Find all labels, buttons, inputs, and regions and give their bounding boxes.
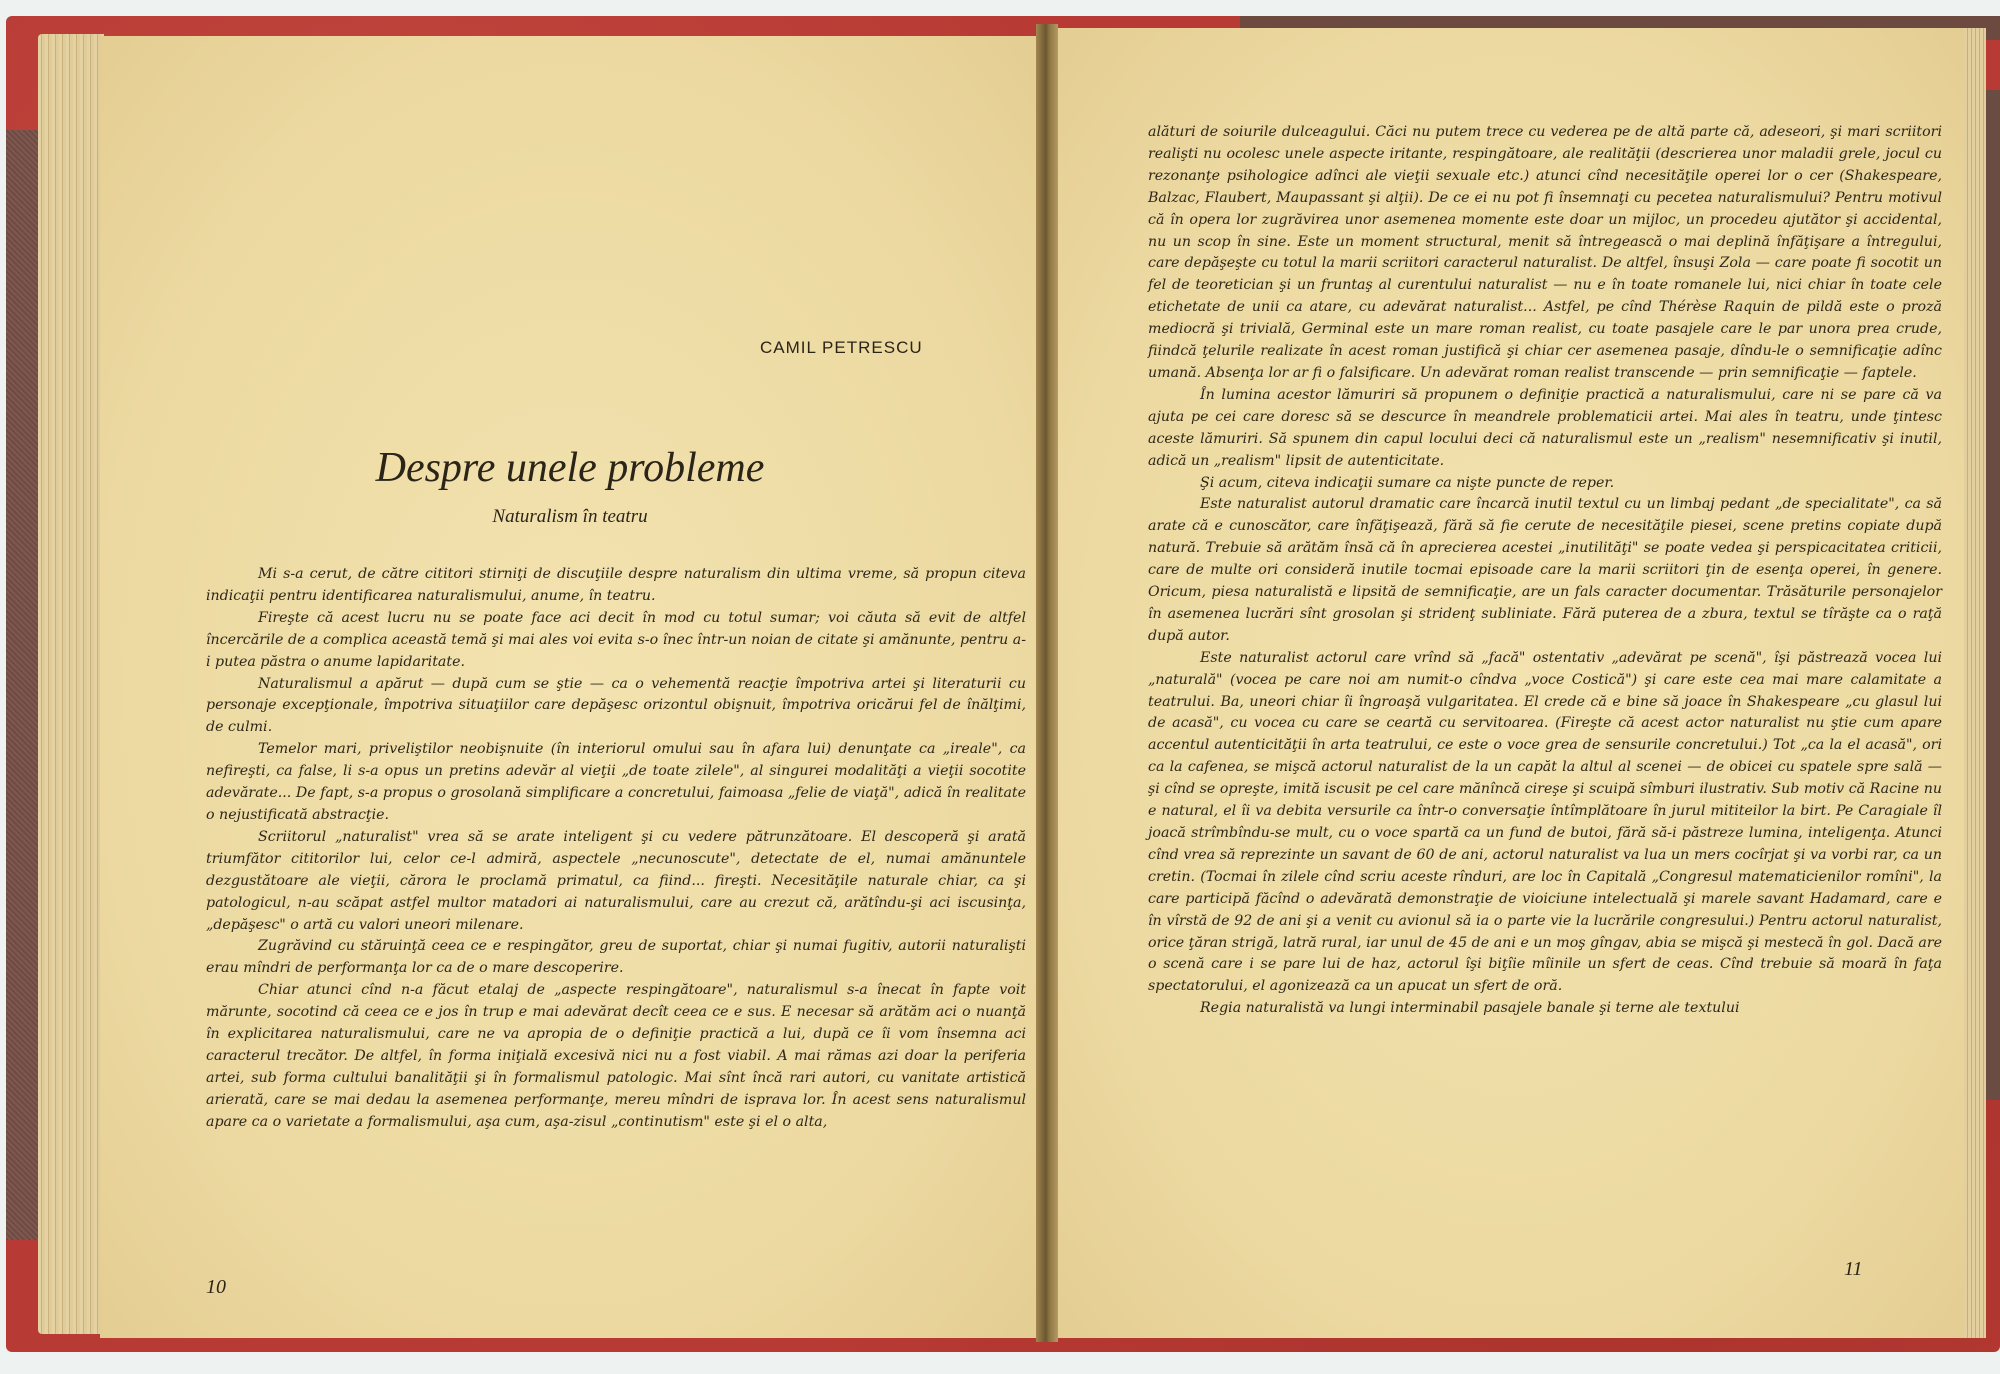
- paragraph: Şi acum, citeva indicaţii sumare ca nişte puncte de reper.: [1200, 474, 1615, 491]
- right-text-column: [1148, 122, 1942, 1020]
- page-number: 11: [1844, 1258, 1863, 1280]
- paragraph: Mi s-a cerut, de către cititori stirniţi de discuţiile despre naturalism din ultima vreme, să propun citeva indicaţii pentru identificarea naturalismului, anume, în teatru.: [206, 566, 1026, 604]
- right-page: [1056, 28, 1964, 1338]
- article-subtitle: Naturalism în teatru: [492, 506, 648, 527]
- paragraph: Este naturalist actorul care vrînd să „facă" ostentativ „adevărat pe scenă", îşi păstrează vocea lui „naturală" (vocea pe care noi am numit-o cîndva „voce Costică") şi care este cea mai mare calamitate a teatrului. Ba, uneori chiar îi îngroaşă vulgaritatea. El crede că e bine să joace în Shakespeare „cu glasul lui de acasă", cu vocea cu care se ceartă cu servitoarea. (Fireşte că acest actor naturalist nu ştie cum apare accentul autenticităţii în arta teatrului, ce este o voce grea de sensurile concretului.) Tot „ca la el acasă", ori ca la cafenea, se mişcă actorul naturalist de la un capăt la altul al scenei — de obicei cu spatele spre sală — şi cînd se opreşte, imită iscusit pe cel care mănîncă cireşe şi scuipă sîmburi ilustrativ. Sub motiv că Racine nu e natural, el îi va debita versurile ca într-o conversaţie întîmplătoare în jurul mititeilor la birt. Pe Caragiale îl joacă strîmbîndu-se mult, cu o voce spartă ca un fund de butoi, fără să-i păstreze lumina, inteligenţa. Atunci cînd vrea să reprezinte un savant de 60 de ani, actorul naturalist va lua un mers cocîrjat şi va vorbi rar, ca un cretin. (Tocmai în zilele cînd scriu aceste rînduri, are loc în Capitală „Congresul matematicienilor romîni", la care participă făcînd o adevărată demonstraţie de vioiciune intelectuală şi marele savant Hadamard, care e în vîrstă de 92 de ani şi a venit cu avionul să ia o parte vie la lucrările congresului.) Pentru actorul naturalist, orice ţăran strigă, latră rural, iar unul de 45 de ani e un moş gîngav, abia se mişcă şi mestecă în gol. Dacă are o scenă care i se pare lui de haz, actorul îşi biţîie mîinile un sfert de ceas. Cînd trebuie să moară în faţa spectatorului, el agonizează ca un apucat un sfert de oră.: [1148, 649, 1942, 995]
- page-number: 10: [206, 1276, 226, 1298]
- author-name: CAMIL PETRESCU: [760, 338, 923, 357]
- left-text-column: [206, 564, 1026, 1134]
- left-page-edges: [38, 34, 104, 1334]
- paragraph: Este naturalist autorul dramatic care încarcă inutil textul cu un limbaj pedant „de specialitate", ca să arate că e cunoscător, care înfăţişează, fără să fie cerute de necesităţile piesei, scene pretins copiate după natură. Trebuie să arătăm însă că în aprecierea acestei „inutilităţi" se poate vedea şi perspicacitatea criticii, care de multe ori consideră inutile tocmai episoade care la marii scriitori ţin de esenţa operei, în genere. Oricum, piesa naturalistă e lipsită de semnificaţie, are un fals caracter documentar. Trăsăturile personajelor în asemenea lucrări sînt grosolan şi stridenţ subliniate. Fără puterea de a zbura, textul se tîrăşte ca o raţă după autor.: [1148, 496, 1942, 644]
- paragraph: Zugrăvind cu stăruinţă ceea ce e respingător, greu de suportat, chiar şi numai fugitiv, autorii naturalişti erau mîndri de performanţa lor ca de o mare descoperire.: [206, 938, 1026, 977]
- paragraph: Regia naturalistă va lungi interminabil pasajele banale şi terne ale textului: [1200, 1000, 1740, 1017]
- paragraph: În lumina acestor lămuriri să propunem o definiţie practică a naturalismului, care ni se pare că va ajuta pe cei care doresc să se descurce în meandrele problematicii artei. Mai ales în teatru, unde ţintesc aceste lămuriri. Să spunem din capul locului deci că naturalismul este un „realism" nesemnificativ şi inutil, adică un „realism" lipsit de autenticitate.: [1148, 386, 1942, 469]
- paragraph: Temelor mari, priveliştilor neobişnuite (în interiorul omului sau în afara lui) denunţate ca „ireale", ca nefireşti, ca false, li s-a opus un pretins adevăr al vieţii „de toate zilele", al singurei modalităţi a vieţii socotite adevărate... De fapt, s-a propus o grosolană simplificare a concretului, faimoasa „felie de viaţă", adică în realitate o nejustificată abstracţie.: [206, 741, 1026, 823]
- paragraph: Chiar atunci cînd n-a făcut etalaj de „aspecte respingătoare", naturalismul s-a înecat în fapte voit mărunte, socotind că ceea ce e jos în trup e mai adevărat decît ceea ce e sus. E necesar să arătăm aci o nuanţă în explicitarea naturalismului, care ne va apropia de o definiţie practică a lui, după ce îi vom însemna aci caracterul trecător. De altfel, în forma iniţială excesivă nici nu a fost viabil. A mai rămas azi doar la periferia artei, sub forma cultului banalităţii şi în formalismul patologic. Mai sînt încă rari autori, cu vanitate artistică arierată, care se mai dedau la asemenea performanţe, mereu mîndri de isprava lor. În acest sens naturalismul apare ca o varietate a formalismului, aşa cum, aşa-zisul „continutism" este şi el o alta,: [206, 982, 1026, 1130]
- paragraph: alături de soiurile dulceagului. Căci nu putem trece cu vederea pe de altă parte că, adeseori, şi mari scriitori realişti nu ocolesc unele aspecte iritante, respingătoare, ale realităţii (descrierea unor maladii grele, jocul cu rezonanţe psihologice adînci ale vieţii sexuale etc.) atunci cînd necesităţile operei lor o cer (Shakespeare, Balzac, Flaubert, Maupassant şi alţii). De ce ei nu pot fi însemnaţi cu pecetea naturalismului? Pentru motivul că în opera lor zugrăvirea unor asemenea momente este doar un mijloc, un procedeu ajutător şi accidental, nu un scop în sine. Este un moment structural, menit să întregească o mai deplină înfăţişare a întregului, care depăşeşte cu totul la marii scriitori caracterul naturalist. De altfel, însuşi Zola — care poate fi socotit un fel de teoretician şi un fruntaş al curentului naturalist — nu e în toate romanele lui, nici chiar în toate cele etichetate de unii ca atare, cu adevărat naturalist... Astfel, pe cînd Thérèse Raquin de pildă este o proză mediocră şi trivială, Germinal este un mare roman realist, cu toate pasajele care le par unora prea crude, fiindcă ţelurile realizate în acest roman justifică şi chiar cer asemenea pasaje, dîndu-le o semnificaţie adînc umană. Absenţa lor ar fi o falsificare. Un adevărat roman realist transcende — prin semnificaţie — faptele.: [1148, 124, 1942, 381]
- book-gutter: [1036, 24, 1058, 1342]
- right-binding-edge: [1986, 90, 2000, 1100]
- paragraph: Fireşte că acest lucru nu se poate face aci decit în mod cu totul sumar; voi căuta să evit de altfel încercările de a complica această temă şi mai ales voi evita s-o înec într-un noian de citate şi amănunte, pentru a-i putea păstra o anume lapidaritate.: [206, 609, 1026, 670]
- paragraph: Naturalismul a apărut — după cum se ştie — ca o vehementă reacţie împotriva artei şi literaturii cu personaje excepţionale, împotriva situaţiilor care depăşesc orizontul obişnuit, împotriva oricărui fel de înălţimi, de culmi.: [206, 675, 1026, 736]
- left-page: [100, 36, 1038, 1338]
- paragraph: Scriitorul „naturalist" vrea să se arate inteligent şi cu vedere pătrunzătoare. El descoperă şi arată triumfător cititorilor lui, celor ce-l admiră, aspectele „necunoscute", detectate de el, numai amănuntele dezgustătoare ale vieţii, cărora le proclamă primatul, ca fiind... fireşti. Necesităţile naturale chiar, ca şi patologicul, n-au scăpat astfel multor matadori ai naturalismului, care au crezut că, arătîndu-şi aci iscusinţa, „depăşesc" o artă cu valori uneori milenare.: [206, 828, 1026, 933]
- left-binding-edge: [6, 130, 40, 1240]
- article-title: Despre unele probleme: [375, 445, 765, 491]
